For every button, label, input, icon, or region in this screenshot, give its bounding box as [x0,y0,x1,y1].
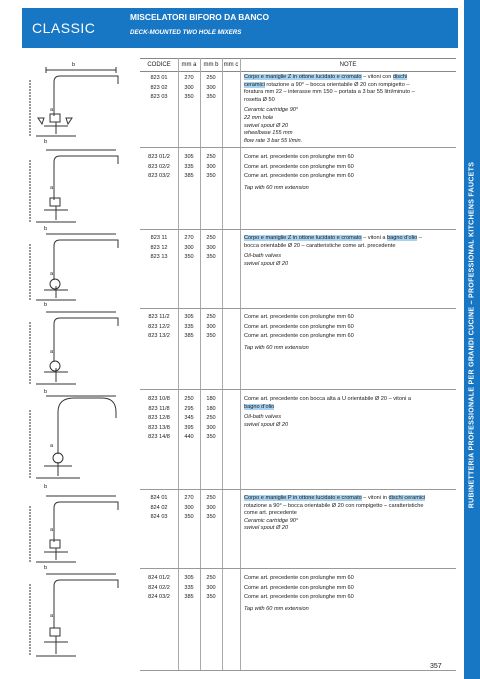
b-cell: 250 300 350 [206,495,216,521]
b-cell: 250 300 350 [206,575,216,601]
col-a: mm a [178,58,200,72]
dim-label-b: b [44,302,48,308]
faucet-drawing [24,228,136,308]
page-subtitle: DECK-MOUNTED TWO HOLE MIXERS [130,29,242,36]
b-cell: 180 180 250 300 350 [206,396,216,441]
dim-label-b: b [72,62,76,68]
row-divider [140,568,456,569]
dim-label-a: a [50,107,54,113]
row-divider [140,389,456,390]
dim-label-a: a [50,443,54,449]
dim-label-a: a [50,185,54,191]
a-cell: 270 300 350 [184,235,194,261]
col-c: mm c [222,58,240,72]
row-divider [140,308,456,309]
b-cell: 250 300 350 [206,154,216,180]
faucet-drawing [24,64,136,144]
dim-label-b: b [44,139,48,145]
code-cell: 823 11 823 12 823 13 [150,235,168,261]
row-divider [140,489,456,490]
side-caption: RUBINETTERIA PROFESSIONALE PER GRANDI CUCINE – PROFESSIONAL KITCHENS FAUCETS [468,161,476,509]
col-notes: NOTE [240,58,456,72]
dim-label-b: b [44,565,48,571]
row-divider [140,229,456,230]
dim-label-a: a [50,349,54,355]
page-number: 357 [430,663,442,670]
faucet-drawing [24,490,136,568]
code-cell: 824 01 824 02 824 03 [150,495,168,521]
note-text: Come art. precedente con prolunghe mm 60 Come art. precedente con prolunghe mm 60 Come art. precedente con prolunghe mm 60 Tap with 60 mm extension [244,154,354,191]
col-code: CODICE [140,58,178,72]
dim-label-a: a [50,527,54,533]
code-cell: 823 01 823 02 823 03 [150,75,168,101]
code-cell: 823 01/2 823 02/2 823 03/2 [148,154,170,180]
dim-label-a: a [50,613,54,619]
code-cell: 823 10/8 823 11/8 823 12/8 823 13/8 823 14/8 [148,396,170,441]
dim-label-b: b [44,389,48,395]
a-cell: 270 300 350 [184,75,194,101]
row-divider [140,670,456,671]
a-cell: 305 335 385 [184,314,194,340]
column-divider [240,58,241,670]
note-text: Corpo e maniglie P in ottone lucidato e cromato – vitoni in dischi ceramici rotazione a 90° – bocca orientabile Ø 20 con rompigetto – caratteristiche come art. precedente Ceramic cartridge 90° swivel spout Ø 20 [244,495,426,532]
note-text: Come art. precedente con prolunghe mm 60 Come art. precedente con prolunghe mm 60 Come art. precedente con prolunghe mm 60 Tap with 60 mm extension [244,314,354,351]
col-b: mm b [200,58,222,72]
dim-label-a: a [50,271,54,277]
note-text: Come art. precedente con bocca alta a U orientabile Ø 20 – vitoni a bagno d’olio Oil-bath valves swivel spout Ø 20 [244,396,411,428]
row-divider [140,147,456,148]
b-cell: 250 300 350 [206,314,216,340]
b-cell: 250 300 350 [206,235,216,261]
page-title: MISCELATORI BIFORO DA BANCO [130,12,269,22]
code-cell: 823 11/2 823 12/2 823 13/2 [148,314,170,340]
dim-label-b: b [44,484,48,490]
note-text: Corpo e maniglie Z in ottone lucidato e cromato – vitoni a bagno d’olio – bocca orientabile Ø 20 – caratteristiche come art. precedente Oil-bath valves swivel spout Ø 20 [244,235,422,267]
a-cell: 270 300 350 [184,495,194,521]
note-text: Corpo e maniglie Z in ottone lucidato e cromato – vitoni con dischi ceramici rotazione a 90° – bocca orientabile Ø 20 con rompigetto – foratura mm 22 – interasse mm 150 – portata a 3 bar 55 litri/minuto – rosetta Ø 50 Ceramic cartridge 90° 22 mm hole swivel spout Ø 20 wheelbase 155 mm flow rate 3 bar 55 l/min. [244,74,415,144]
column-divider [222,58,223,670]
faucet-drawing [24,308,136,388]
dim-label-b: b [44,226,48,232]
a-cell: 305 335 385 [184,154,194,180]
a-cell: 250 295 345 395 440 [184,396,194,441]
note-text: Come art. precedente con prolunghe mm 60 Come art. precedente con prolunghe mm 60 Come art. precedente con prolunghe mm 60 Tap with 60 mm extension [244,575,354,612]
faucet-drawing [24,570,136,666]
b-cell: 250 300 350 [206,75,216,101]
code-cell: 824 01/2 824 02/2 824 03/2 [148,575,170,601]
series-title: CLASSIC [32,20,96,36]
faucet-drawing [24,146,136,226]
a-cell: 305 335 385 [184,575,194,601]
faucet-drawing [24,390,136,486]
